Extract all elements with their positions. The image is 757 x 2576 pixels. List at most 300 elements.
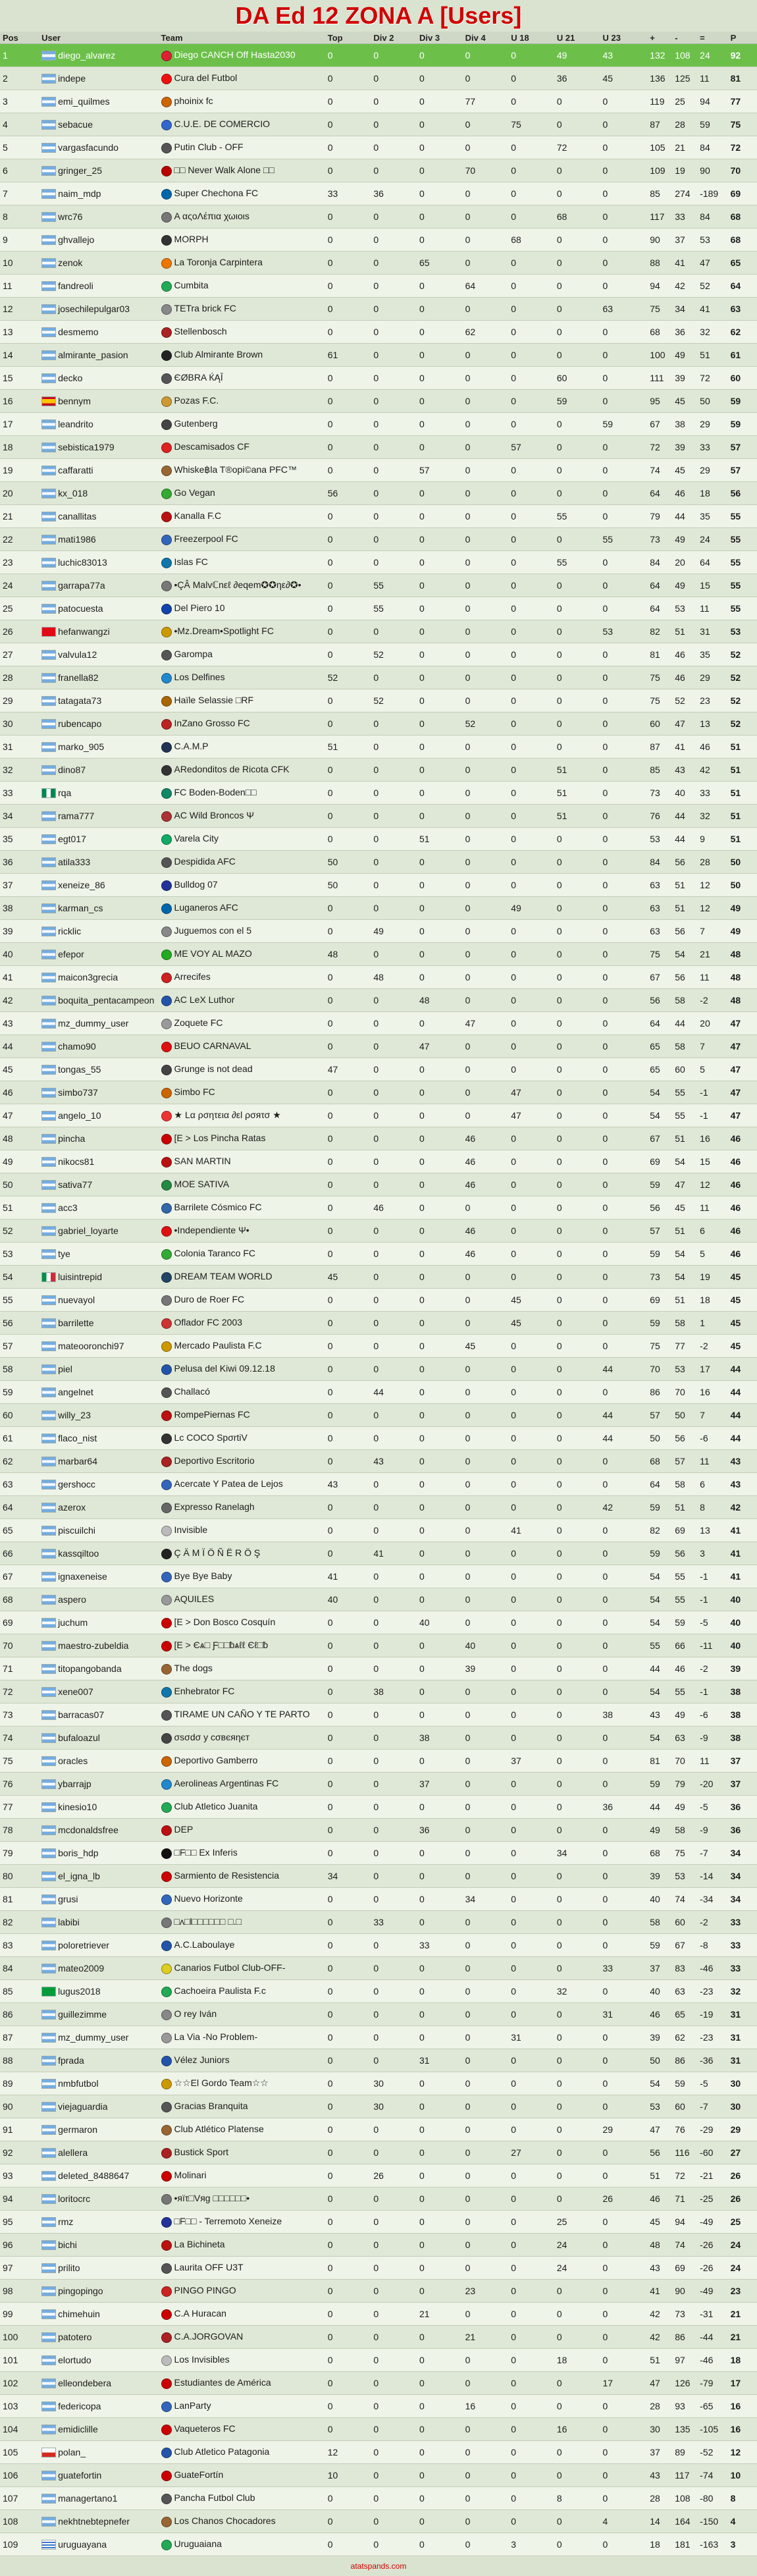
team-cell[interactable]	[159, 1750, 325, 1773]
user-link[interactable]: karman_cs	[58, 902, 103, 913]
team-link[interactable]: Molinari	[174, 2170, 207, 2181]
table-row[interactable]	[0, 1542, 757, 1565]
user-cell[interactable]	[39, 1727, 158, 1750]
team-link[interactable]: Uruguaiana	[174, 2538, 222, 2550]
user-link[interactable]: maicon3grecia	[58, 971, 118, 982]
team-cell[interactable]	[159, 1865, 325, 1888]
team-cell[interactable]	[159, 1542, 325, 1565]
col-header-u23[interactable]: U 23	[600, 32, 647, 44]
team-link[interactable]: Varela City	[174, 833, 219, 844]
user-link[interactable]: guillezimme	[58, 2008, 107, 2020]
table-row[interactable]	[0, 1565, 757, 1588]
user-cell[interactable]	[39, 2464, 158, 2487]
user-cell[interactable]	[39, 413, 158, 436]
table-row[interactable]	[0, 413, 757, 436]
team-link[interactable]: ☆☆El Gordo Team☆☆	[174, 2078, 269, 2089]
team-cell[interactable]	[159, 1727, 325, 1750]
team-cell[interactable]	[159, 1381, 325, 1404]
team-cell[interactable]	[159, 2026, 325, 2049]
team-link[interactable]: Cura del Futbol	[174, 72, 238, 84]
user-cell[interactable]	[39, 252, 158, 275]
team-link[interactable]: Vélez Juniors	[174, 2054, 230, 2066]
user-link[interactable]: ricklic	[58, 925, 82, 936]
table-row[interactable]	[0, 2441, 757, 2464]
user-cell[interactable]	[39, 1473, 158, 1496]
table-row[interactable]	[0, 643, 757, 666]
user-cell[interactable]	[39, 1865, 158, 1888]
table-row[interactable]	[0, 482, 757, 505]
user-cell[interactable]	[39, 597, 158, 620]
team-cell[interactable]	[159, 1773, 325, 1796]
user-cell[interactable]	[39, 1127, 158, 1150]
team-cell[interactable]	[159, 2187, 325, 2211]
user-cell[interactable]	[39, 298, 158, 321]
user-cell[interactable]	[39, 2118, 158, 2141]
table-row[interactable]	[0, 2257, 757, 2280]
team-link[interactable]: Los Invisibles	[174, 2354, 230, 2365]
team-cell[interactable]	[159, 298, 325, 321]
user-cell[interactable]	[39, 2187, 158, 2211]
team-cell[interactable]	[159, 1704, 325, 1727]
team-cell[interactable]	[159, 436, 325, 459]
user-cell[interactable]	[39, 1381, 158, 1404]
team-link[interactable]: Del Piero 10	[174, 603, 225, 614]
team-link[interactable]: □ʌ□l□□□□□□ □.□	[174, 1916, 242, 1927]
user-link[interactable]: viejaguardia	[58, 2101, 108, 2112]
user-cell[interactable]	[39, 1289, 158, 1312]
table-row[interactable]	[0, 1289, 757, 1312]
team-cell[interactable]	[159, 805, 325, 828]
user-link[interactable]: kassqiltoo	[58, 1547, 99, 1559]
team-cell[interactable]	[159, 574, 325, 597]
user-link[interactable]: ignaxeneise	[58, 1570, 107, 1582]
team-cell[interactable]	[159, 1081, 325, 1104]
team-link[interactable]: Canarios Futbol Club-OFF-	[174, 1962, 286, 1973]
team-cell[interactable]	[159, 1196, 325, 1220]
user-link[interactable]: prilito	[58, 2262, 80, 2273]
user-cell[interactable]	[39, 182, 158, 205]
user-cell[interactable]	[39, 1196, 158, 1220]
user-cell[interactable]	[39, 113, 158, 136]
team-cell[interactable]	[159, 2372, 325, 2395]
user-link[interactable]: barrilette	[58, 1317, 94, 1328]
col-header-team[interactable]: Team	[159, 32, 325, 44]
team-cell[interactable]	[159, 2049, 325, 2072]
table-row[interactable]	[0, 1980, 757, 2003]
user-cell[interactable]	[39, 1312, 158, 1335]
user-link[interactable]: el_igna_lb	[58, 1870, 100, 1881]
team-link[interactable]: Bulldog 07	[174, 879, 218, 890]
team-link[interactable]: C.A.JORGOVAN	[174, 2331, 244, 2342]
team-link[interactable]: Go Vegan	[174, 487, 215, 498]
table-row[interactable]	[0, 597, 757, 620]
table-row[interactable]	[0, 1404, 757, 1427]
team-link[interactable]: Los Chanos Chocadores	[174, 2515, 276, 2527]
user-cell[interactable]	[39, 620, 158, 643]
user-cell[interactable]	[39, 2164, 158, 2187]
user-link[interactable]: oracles	[58, 1755, 88, 1766]
team-cell[interactable]	[159, 2510, 325, 2533]
user-link[interactable]: canallitas	[58, 510, 97, 522]
user-cell[interactable]	[39, 44, 158, 67]
team-link[interactable]: Estudiantes de América	[174, 2377, 271, 2388]
user-link[interactable]: gershocc	[58, 1478, 95, 1489]
user-link[interactable]: fandreoli	[58, 280, 93, 291]
user-cell[interactable]	[39, 1704, 158, 1727]
table-row[interactable]	[0, 1104, 757, 1127]
user-link[interactable]: tongas_55	[58, 1063, 101, 1075]
team-link[interactable]: DREAM TEAM WORLD	[174, 1271, 273, 1282]
user-link[interactable]: mati1986	[58, 533, 96, 545]
team-link[interactable]: Gracias Branquita	[174, 2101, 248, 2112]
table-row[interactable]	[0, 966, 757, 989]
user-cell[interactable]	[39, 1427, 158, 1450]
user-cell[interactable]	[39, 2049, 158, 2072]
user-link[interactable]: wrc76	[58, 211, 83, 222]
table-row[interactable]	[0, 159, 757, 182]
user-cell[interactable]	[39, 1980, 158, 2003]
user-cell[interactable]	[39, 736, 158, 759]
user-link[interactable]: poloretriever	[58, 1939, 109, 1950]
team-cell[interactable]	[159, 2349, 325, 2372]
user-cell[interactable]	[39, 2418, 158, 2441]
user-link[interactable]: egt017	[58, 833, 86, 844]
table-row[interactable]	[0, 67, 757, 90]
user-link[interactable]: emi_quilmes	[58, 95, 110, 107]
team-cell[interactable]	[159, 1173, 325, 1196]
user-cell[interactable]	[39, 1750, 158, 1773]
user-link[interactable]: sativa77	[58, 1179, 93, 1190]
user-cell[interactable]	[39, 1819, 158, 1842]
user-link[interactable]: desmemo	[58, 326, 99, 337]
user-cell[interactable]	[39, 1496, 158, 1519]
team-cell[interactable]	[159, 505, 325, 528]
table-row[interactable]	[0, 1196, 757, 1220]
user-cell[interactable]	[39, 759, 158, 782]
team-link[interactable]: σsσdσ y cσвєяηєт	[174, 1732, 250, 1743]
user-link[interactable]: bichi	[58, 2239, 77, 2250]
table-row[interactable]	[0, 1588, 757, 1611]
user-cell[interactable]	[39, 2441, 158, 2464]
user-link[interactable]: chamo90	[58, 1040, 96, 1052]
user-cell[interactable]	[39, 2211, 158, 2234]
user-link[interactable]: acc3	[58, 1202, 78, 1213]
table-row[interactable]	[0, 1243, 757, 1266]
table-row[interactable]	[0, 2418, 757, 2441]
table-row[interactable]	[0, 1012, 757, 1035]
team-cell[interactable]	[159, 159, 325, 182]
user-link[interactable]: ghvallejo	[58, 234, 95, 245]
table-row[interactable]	[0, 2234, 757, 2257]
table-row[interactable]	[0, 1150, 757, 1173]
team-cell[interactable]	[159, 1104, 325, 1127]
team-link[interactable]: RompePiernas FC	[174, 1409, 250, 1420]
col-header-goal-diff[interactable]: =	[697, 32, 727, 44]
user-cell[interactable]	[39, 2372, 158, 2395]
user-link[interactable]: fprada	[58, 2054, 84, 2066]
team-link[interactable]: •Mz.Dream•Spotlight FC	[174, 626, 274, 637]
table-row[interactable]	[0, 1519, 757, 1542]
table-row[interactable]	[0, 459, 757, 482]
table-row[interactable]	[0, 505, 757, 528]
team-link[interactable]: Putin Club - OFF	[174, 142, 244, 153]
team-link[interactable]: Diego CANCH Off Hasta2030	[174, 49, 296, 61]
user-cell[interactable]	[39, 1911, 158, 1934]
team-link[interactable]: Enhebrator FC	[174, 1686, 235, 1697]
team-link[interactable]: □F□□ - Terremoto Xeneize	[174, 2216, 282, 2227]
user-cell[interactable]	[39, 897, 158, 920]
team-cell[interactable]	[159, 1680, 325, 1704]
user-link[interactable]: federicopa	[58, 2400, 101, 2411]
user-link[interactable]: simbo737	[58, 1087, 98, 1098]
user-cell[interactable]	[39, 805, 158, 828]
team-link[interactable]: Club Almirante Brown	[174, 349, 263, 360]
team-cell[interactable]	[159, 1519, 325, 1542]
team-cell[interactable]	[159, 2418, 325, 2441]
user-link[interactable]: aspero	[58, 1594, 86, 1605]
user-link[interactable]: kx_018	[58, 487, 88, 498]
user-link[interactable]: diego_alvarez	[58, 49, 116, 61]
user-link[interactable]: nikocs81	[58, 1156, 95, 1167]
table-row[interactable]	[0, 2003, 757, 2026]
user-link[interactable]: bennym	[58, 395, 91, 406]
team-link[interactable]: Kanalla F.C	[174, 510, 222, 522]
table-row[interactable]	[0, 828, 757, 851]
user-link[interactable]: pingopingo	[58, 2285, 103, 2296]
team-link[interactable]: Oflador FC 2003	[174, 1317, 243, 1328]
team-link[interactable]: Colonia Taranco FC	[174, 1248, 256, 1259]
team-cell[interactable]	[159, 2441, 325, 2464]
user-cell[interactable]	[39, 851, 158, 874]
team-link[interactable]: Los Delfines	[174, 672, 225, 683]
team-cell[interactable]	[159, 1957, 325, 1980]
team-link[interactable]: La Toronja Carpintera	[174, 257, 263, 268]
team-cell[interactable]	[159, 712, 325, 736]
team-cell[interactable]	[159, 1473, 325, 1496]
team-cell[interactable]	[159, 44, 325, 67]
team-cell[interactable]	[159, 1588, 325, 1611]
user-cell[interactable]	[39, 2257, 158, 2280]
table-row[interactable]	[0, 805, 757, 828]
user-cell[interactable]	[39, 367, 158, 390]
team-link[interactable]: Mercado Paulista F.C	[174, 1340, 262, 1351]
user-link[interactable]: loritocrc	[58, 2193, 91, 2204]
team-cell[interactable]	[159, 90, 325, 113]
team-cell[interactable]	[159, 1404, 325, 1427]
user-link[interactable]: polan_	[58, 2446, 86, 2457]
team-link[interactable]: InZano Grosso FC	[174, 718, 250, 729]
team-cell[interactable]	[159, 1358, 325, 1381]
user-cell[interactable]	[39, 1957, 158, 1980]
team-link[interactable]: C.A.M.P	[174, 741, 209, 752]
user-cell[interactable]	[39, 1404, 158, 1427]
team-cell[interactable]	[159, 620, 325, 643]
user-link[interactable]: naim_mdp	[58, 188, 101, 199]
team-link[interactable]: AQUILES	[174, 1594, 215, 1605]
user-link[interactable]: sebacue	[58, 119, 93, 130]
table-row[interactable]	[0, 2049, 757, 2072]
user-link[interactable]: indepe	[58, 72, 86, 84]
team-link[interactable]: Juguemos con el 5	[174, 925, 252, 936]
col-header-pos[interactable]: Pos	[0, 32, 39, 44]
user-cell[interactable]	[39, 1934, 158, 1957]
user-cell[interactable]	[39, 551, 158, 574]
team-cell[interactable]	[159, 1634, 325, 1657]
team-link[interactable]: ЄØBRA ЌĄĪ	[174, 372, 223, 383]
table-row[interactable]	[0, 1473, 757, 1496]
user-link[interactable]: franella82	[58, 672, 99, 683]
team-cell[interactable]	[159, 1012, 325, 1035]
user-link[interactable]: nuevayol	[58, 1294, 95, 1305]
table-row[interactable]	[0, 1127, 757, 1150]
team-link[interactable]: Invisible	[174, 1524, 208, 1536]
table-row[interactable]	[0, 1819, 757, 1842]
col-header-points[interactable]: P	[728, 32, 757, 44]
team-link[interactable]: Club Atletico Patagonia	[174, 2446, 270, 2457]
user-cell[interactable]	[39, 828, 158, 851]
team-link[interactable]: A.C.Laboulaye	[174, 1939, 235, 1950]
team-link[interactable]: Freezerpool FC	[174, 533, 238, 545]
table-row[interactable]	[0, 1842, 757, 1865]
user-link[interactable]: marbar64	[58, 1455, 97, 1466]
user-cell[interactable]	[39, 1680, 158, 1704]
col-header-top[interactable]: Top	[325, 32, 371, 44]
table-row[interactable]	[0, 689, 757, 712]
team-link[interactable]: Nuevo Horizonte	[174, 1893, 243, 1904]
user-link[interactable]: luchic83013	[58, 556, 107, 568]
table-row[interactable]	[0, 1081, 757, 1104]
team-link[interactable]: Laurita OFF U3T	[174, 2262, 244, 2273]
table-row[interactable]	[0, 298, 757, 321]
table-row[interactable]	[0, 2187, 757, 2211]
footer-link[interactable]: atatspands.com	[350, 2562, 407, 2571]
user-cell[interactable]	[39, 689, 158, 712]
table-row[interactable]	[0, 1358, 757, 1381]
table-row[interactable]	[0, 2026, 757, 2049]
user-link[interactable]: almirante_pasion	[58, 349, 128, 360]
user-link[interactable]: sebistica1979	[58, 441, 115, 452]
user-cell[interactable]	[39, 643, 158, 666]
col-header-u18[interactable]: U 18	[508, 32, 554, 44]
table-row[interactable]	[0, 2372, 757, 2395]
user-link[interactable]: rmz	[58, 2216, 74, 2227]
table-row[interactable]	[0, 228, 757, 252]
table-row[interactable]	[0, 528, 757, 551]
user-cell[interactable]	[39, 966, 158, 989]
user-link[interactable]: gabriel_loyarte	[58, 1225, 118, 1236]
team-link[interactable]: □□ Never Walk Alone □□	[174, 165, 274, 176]
team-link[interactable]: C.A Huracan	[174, 2308, 226, 2319]
user-cell[interactable]	[39, 344, 158, 367]
team-link[interactable]: AC LeX Luthor	[174, 994, 235, 1006]
team-cell[interactable]	[159, 1335, 325, 1358]
team-link[interactable]: MORPH	[174, 234, 209, 245]
user-link[interactable]: titopangobanda	[58, 1663, 122, 1674]
user-link[interactable]: leandrito	[58, 418, 93, 429]
user-cell[interactable]	[39, 459, 158, 482]
user-link[interactable]: elortudo	[58, 2354, 91, 2365]
table-row[interactable]	[0, 2464, 757, 2487]
user-link[interactable]: mateooronchi97	[58, 1340, 124, 1351]
team-cell[interactable]	[159, 205, 325, 228]
team-link[interactable]: La Via -No Problem-	[174, 2031, 258, 2043]
team-link[interactable]: O rey Iván	[174, 2008, 217, 2020]
team-cell[interactable]	[159, 344, 325, 367]
table-row[interactable]	[0, 620, 757, 643]
team-cell[interactable]	[159, 2487, 325, 2510]
col-header-goals-against[interactable]: -	[672, 32, 697, 44]
user-link[interactable]: germaron	[58, 2124, 97, 2135]
team-cell[interactable]	[159, 1934, 325, 1957]
user-cell[interactable]	[39, 90, 158, 113]
team-cell[interactable]	[159, 966, 325, 989]
user-link[interactable]: gringer_25	[58, 165, 103, 176]
team-cell[interactable]	[159, 1611, 325, 1634]
user-link[interactable]: valvula12	[58, 649, 97, 660]
team-link[interactable]: [E > Los Pincha Ratas	[174, 1133, 266, 1144]
team-cell[interactable]	[159, 2280, 325, 2303]
user-link[interactable]: deleted_8488647	[58, 2170, 130, 2181]
team-link[interactable]: Simbo FC	[174, 1087, 215, 1098]
team-cell[interactable]	[159, 413, 325, 436]
col-header-u21[interactable]: U 21	[554, 32, 600, 44]
team-cell[interactable]	[159, 459, 325, 482]
user-link[interactable]: zenok	[58, 257, 83, 268]
team-cell[interactable]	[159, 1911, 325, 1934]
user-cell[interactable]	[39, 159, 158, 182]
user-link[interactable]: elleondebera	[58, 2377, 112, 2388]
table-row[interactable]	[0, 1865, 757, 1888]
col-header-user[interactable]: User	[39, 32, 158, 44]
team-cell[interactable]	[159, 1058, 325, 1081]
team-link[interactable]: Cumbita	[174, 280, 209, 291]
user-cell[interactable]	[39, 528, 158, 551]
team-link[interactable]: MOE SATIVA	[174, 1179, 230, 1190]
team-cell[interactable]	[159, 1819, 325, 1842]
user-cell[interactable]	[39, 2234, 158, 2257]
team-link[interactable]: Gutenberg	[174, 418, 218, 429]
team-cell[interactable]	[159, 1266, 325, 1289]
table-row[interactable]	[0, 712, 757, 736]
team-link[interactable]: LanParty	[174, 2400, 211, 2411]
team-link[interactable]: Acercate Y Patea de Lejos	[174, 1478, 283, 1489]
team-link[interactable]: Pozas F.C.	[174, 395, 219, 406]
team-link[interactable]: ME VOY AL MAZO	[174, 948, 252, 959]
team-link[interactable]: •Independiente Ψ•	[174, 1225, 249, 1236]
user-cell[interactable]	[39, 1173, 158, 1196]
user-link[interactable]: rama777	[58, 810, 95, 821]
user-cell[interactable]	[39, 390, 158, 413]
table-row[interactable]	[0, 759, 757, 782]
table-row[interactable]	[0, 1058, 757, 1081]
user-link[interactable]: mcdonaldsfree	[58, 1824, 118, 1835]
user-cell[interactable]	[39, 2141, 158, 2164]
user-cell[interactable]	[39, 1081, 158, 1104]
team-link[interactable]: Super Chechona FC	[174, 188, 259, 199]
table-row[interactable]	[0, 2303, 757, 2326]
table-row[interactable]	[0, 1657, 757, 1680]
user-link[interactable]: mz_dummy_user	[58, 1017, 129, 1029]
table-row[interactable]	[0, 205, 757, 228]
user-link[interactable]: patocuesta	[58, 603, 103, 614]
table-row[interactable]	[0, 1035, 757, 1058]
user-link[interactable]: josechilepulgar03	[58, 303, 130, 314]
team-link[interactable]: Vaqueteros FC	[174, 2423, 236, 2434]
user-cell[interactable]	[39, 1358, 158, 1381]
user-link[interactable]: ybarrajp	[58, 1778, 91, 1789]
user-link[interactable]: boquita_pentacampeon	[58, 994, 155, 1006]
user-cell[interactable]	[39, 1519, 158, 1542]
